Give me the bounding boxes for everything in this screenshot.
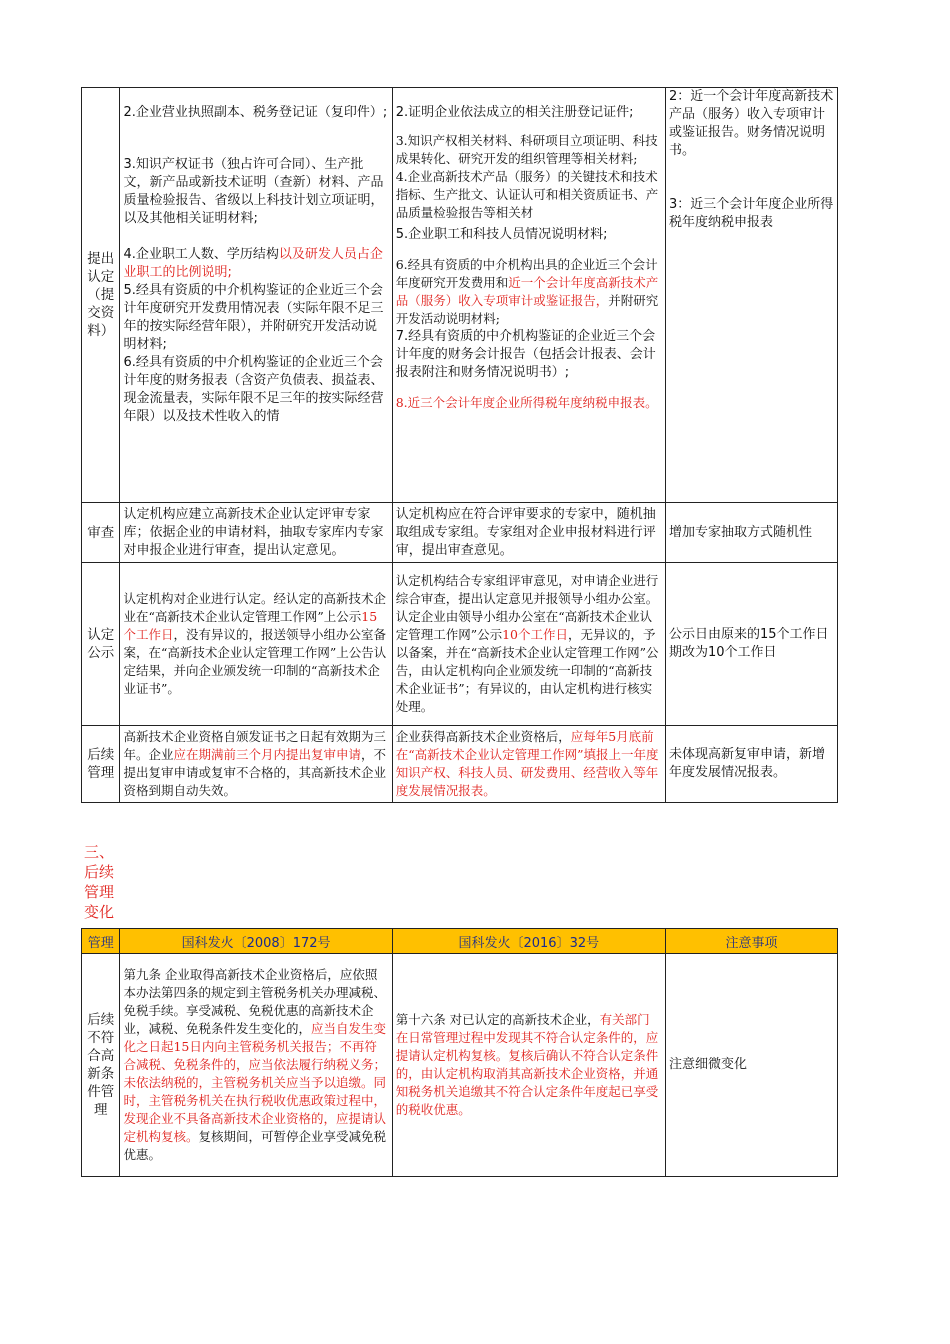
table-header-row [82, 929, 838, 954]
note-cell: 未体现高新复审申请，新增年度发展情况报表。 [665, 726, 837, 803]
comparison-table-2 [81, 928, 838, 1177]
old-highlight: 应在期满前三个月内提出复审申请 [173, 747, 361, 762]
note-cell [665, 88, 837, 503]
old-cell [120, 954, 392, 1177]
new-item [396, 256, 662, 328]
column-header: 国科发火〔2008〕172号 [120, 929, 392, 954]
table-row [82, 954, 838, 1177]
new-item: 7.经具有资质的中介机构鉴证的企业近三个会计年度的财务会计报告（包括会计报表、会计报表附注和财务情况说明书）; [395, 329, 656, 380]
old-item-highlight: 以及研发人员占企业职工的比例说明; [123, 247, 383, 280]
new-text-tail: ，无异议的，予以备案，并在“高新技术企业认定管理工作网”公告，由认定机构向企业颁发统一印制的“高新技术企业证书”；有异议的，由认定机构进行核实处理。 [395, 627, 659, 714]
note-item: 2：近一个会计年度高新技术产品（服务）收入专项审计或鉴证报告。财务情况说明书。 [668, 89, 834, 158]
new-item-text: 6.经具有资质的中介机构出具的企业近三个会计年度研究开发费用和 [395, 257, 658, 290]
table-row [82, 88, 838, 503]
new-item: 5.企业职工和科技人员情况说明材料; [395, 227, 608, 242]
note-cell: 增加专家抽取方式随机性 [665, 503, 837, 563]
new-text: 企业获得高新技术企业资格后， [395, 729, 571, 744]
new-cell [392, 726, 665, 803]
old-item: 6.经具有资质的中介机构鉴证的企业近三个会计年度的财务报表（含资产负债表、损益表、现金流量表，实际年限不足三年的按实际经营年限）以及技术性收入的情 [123, 355, 384, 424]
new-item-highlight: 近一个会计年度高新技术产品（服务）收入专项审计或鉴证报告， [395, 275, 659, 308]
row-label: 审查 [82, 503, 120, 563]
new-item: 2.证明企业依法成立的相关注册登记证件; [395, 105, 634, 120]
new-text: 第十六条 对已认定的高新技术企业， [395, 1012, 600, 1027]
old-cell [120, 563, 392, 726]
old-text: 认定机构应建立高新技术企业认定评审专家库；依据企业的申请材料，抽取专家库内专家对申报企业进行审查，提出认定意见。 [123, 506, 384, 558]
new-cell [392, 563, 665, 726]
old-cell [120, 88, 392, 503]
table-row [82, 726, 838, 803]
new-highlight: 应每年5月底前在“高新技术企业认定管理工作网”填报上一年度知识产权、科技人员、研发费用、经营收入等年度发展情况报表。 [395, 729, 659, 798]
new-cell [392, 88, 665, 503]
row-label: 后续管理 [82, 726, 120, 803]
note-item: 3：近三个会计年度企业所得税年度纳税申报表 [668, 197, 834, 230]
old-item: 2.企业营业执照副本、税务登记证（复印件）; [123, 105, 388, 120]
old-text: 高新技术企业资格自颁发证书之日起有效期为三年。企业 [123, 729, 386, 762]
new-highlight: 有关部门在日常管理过程中发现其不符合认定条件的，应提请认定机构复核。复核后确认不符合认定条件的，由认定机构取消其高新技术企业资格，并通知税务机关追缴其不符合认定条件年度起已享受的税收优惠。 [395, 1012, 659, 1117]
old-item: 3.知识产权证书（独占许可合同）、生产批文，新产品或新技术证明（查新）材料、产品质量检验报告、省级以上科技计划立项证明，以及其他相关证明材料; [123, 157, 384, 226]
old-item: 5.经具有资质的中介机构鉴证的企业近三个会计年度研究开发费用情况表（实际年限不足三年的按实际经营年限），并附研究开发活动说明材料; [123, 283, 384, 352]
column-header: 管理 [82, 929, 120, 954]
note-cell: 注意细微变化 [665, 954, 837, 1177]
old-cell [120, 726, 392, 803]
old-text: 第九条 企业取得高新技术企业资格后，应依照本办法第四条的规定到主管税务机关办理减税、免税手续。享受减税、免税优惠的高新技术企业，减税、免税条件发生变化的， [123, 967, 386, 1036]
note-cell: 公示日由原来的15个工作日期改为10个工作日 [665, 563, 837, 726]
row-label: 后续不符合高新条件管理 [82, 954, 120, 1177]
new-item-tail: 并附研究开发活动说明材料; [395, 293, 659, 326]
old-item-text: 4.企业职工人数、学历结构 [123, 247, 279, 262]
row-label: 提出认定（提交资料） [82, 88, 120, 503]
new-highlight: 10个工作日 [502, 627, 568, 642]
table-row [82, 563, 838, 726]
old-text-tail: ，不提出复审申请或复审不合格的，其高新技术企业资格到期自动失效。 [123, 747, 386, 798]
column-header: 国科发火〔2016〕32号 [392, 929, 665, 954]
new-item: 4.企业高新技术产品（服务）的关键技术和技术指标、生产批文、认证认可和相关资质证书、产品质量检验报告等相关材 [395, 169, 659, 220]
old-text-tail: 复核期间，可暂停企业享受减免税优惠。 [123, 1129, 386, 1162]
table-row [82, 503, 838, 563]
new-text: 认定机构结合专家组评审意见，对申请企业进行综合审查，提出认定意见并报领导小组办公室。认定企业由领导小组办公室在“高新技术企业认定管理工作网”公示 [395, 573, 659, 642]
comparison-table-1 [81, 87, 838, 803]
new-cell: 认定机构应在符合评审要求的专家中，随机抽取组成专家组。专家组对企业申报材料进行评审，提出审查意见。 [392, 503, 665, 563]
old-text-tail: ，没有异议的，报送领导小组办公室备案，在“高新技术企业认定管理工作网”上公告认定结果，并向企业颁发统一印制的“高新技术企业证书”。 [123, 627, 387, 696]
column-header: 注意事项 [665, 929, 837, 954]
old-highlight: 应当自发生变化之日起15日内向主管税务机关报告；不再符合减税、免税条件的，应当依法履行纳税义务；未依法纳税的，主管税务机关应当予以追缴。同时，主管税务机关在执行税收优惠政策过程中，发现企业不具备高新技术企业资格的，应提请认定机构复核。 [123, 1021, 386, 1144]
new-item-highlight: 8.近三个会计年度企业所得税年度纳税申报表。 [395, 395, 658, 410]
section-title: 三、后续管理变化 [84, 843, 115, 921]
old-item [123, 246, 388, 282]
old-highlight: 15个工作日 [123, 609, 378, 642]
new-item: 3.知识产权相关材料、科研项目立项证明、科技成果转化、研究开发的组织管理等相关材料; [395, 133, 658, 166]
new-cell [392, 954, 665, 1177]
old-cell [120, 503, 392, 563]
old-text: 认定机构对企业进行认定。经认定的高新技术企业在“高新技术企业认定管理工作网”上公示 [123, 591, 386, 624]
row-label: 认定公示 [82, 563, 120, 726]
